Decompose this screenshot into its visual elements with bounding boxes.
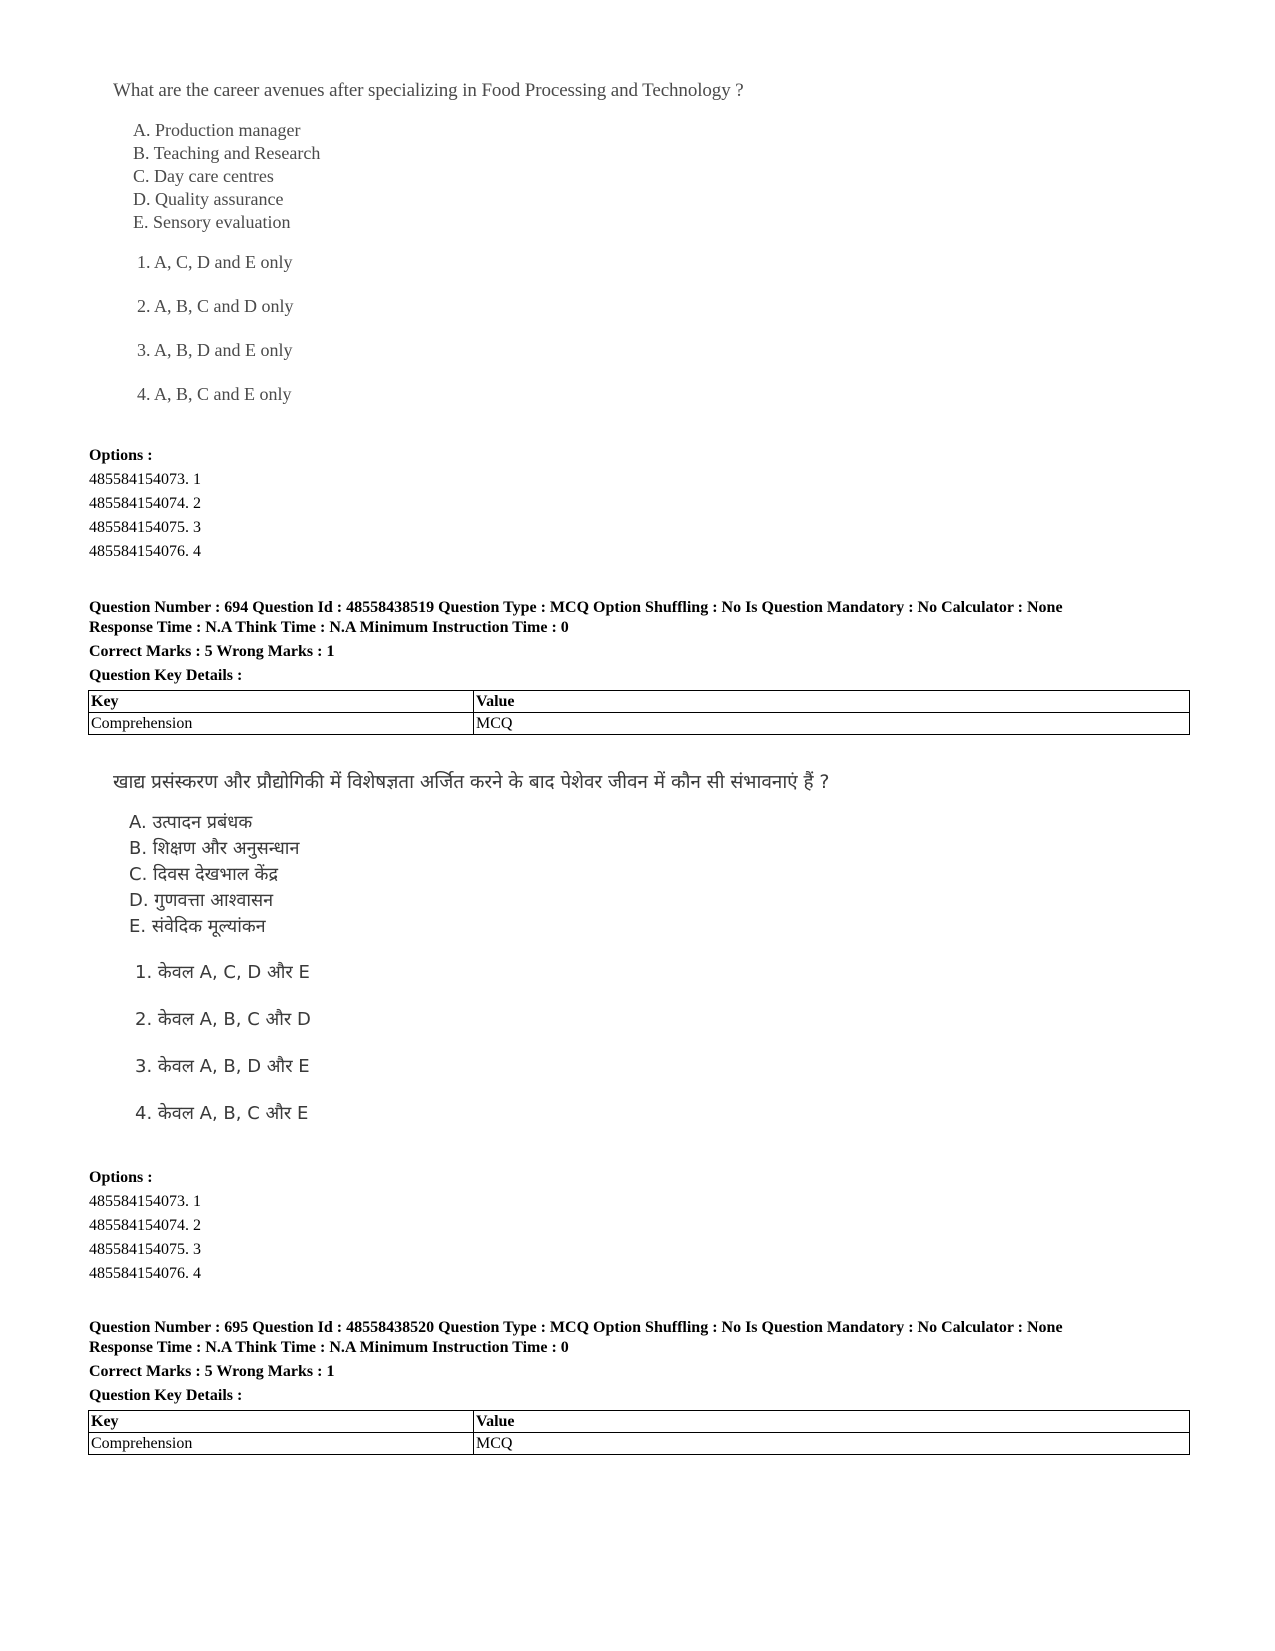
table-header-cell: Key bbox=[89, 691, 474, 713]
key-details-label: Question Key Details : bbox=[89, 667, 243, 684]
key-details-table bbox=[88, 690, 1190, 735]
question-meta bbox=[89, 1318, 1063, 1358]
table-header-cell: Key bbox=[89, 1411, 474, 1433]
choice-list bbox=[135, 960, 829, 1125]
option-line: 485584154073. 1 bbox=[89, 1193, 201, 1210]
option-line: 485584154074. 2 bbox=[89, 495, 201, 512]
statement-item: B. Teaching and Research bbox=[133, 143, 321, 163]
key-details-label: Question Key Details : bbox=[89, 1387, 243, 1404]
table-header-cell: Value bbox=[474, 1411, 1190, 1433]
option-line: 485584154074. 2 bbox=[89, 1217, 201, 1234]
table-cell: MCQ bbox=[474, 1433, 1190, 1455]
options-label: Options : bbox=[89, 447, 153, 464]
choice-item: 4. केवल A, B, C और E bbox=[135, 1103, 309, 1124]
choice-item: 1. केवल A, C, D और E bbox=[135, 962, 310, 983]
statement-item: A. उत्पादन प्रबंधक bbox=[129, 812, 253, 833]
choice-list bbox=[137, 252, 744, 405]
option-line: 485584154076. 4 bbox=[89, 543, 201, 560]
choice-item: 3. A, B, D and E only bbox=[137, 340, 293, 360]
statement-item: C. दिवस देखभाल केंद्र bbox=[129, 864, 279, 885]
meta-line: Response Time : N.A Think Time : N.A Minimum Instruction Time : 0 bbox=[89, 619, 569, 636]
table-cell: MCQ bbox=[474, 713, 1190, 735]
choice-item: 3. केवल A, B, D और E bbox=[135, 1056, 310, 1077]
table-header-row bbox=[89, 1411, 1190, 1433]
statement-item: D. Quality assurance bbox=[133, 189, 284, 209]
question-text: खाद्य प्रसंस्करण और प्रौद्योगिकी में विशेषज्ञता अर्जित करने के बाद पेशेवर जीवन में कौन सी संभावनाएं हैं ? bbox=[113, 771, 830, 793]
option-line: 485584154075. 3 bbox=[89, 1241, 201, 1258]
statement-item: E. संवेदिक मूल्यांकन bbox=[129, 916, 266, 937]
meta-line: Response Time : N.A Think Time : N.A Minimum Instruction Time : 0 bbox=[89, 1339, 569, 1356]
statement-list bbox=[133, 119, 744, 234]
option-line: 485584154073. 1 bbox=[89, 471, 201, 488]
meta-line: Question Number : 695 Question Id : 48558438520 Question Type : MCQ Option Shuffling : No Is Question Mandatory : No Calculator : None bbox=[89, 1319, 1063, 1336]
choice-item: 2. केवल A, B, C और D bbox=[135, 1009, 311, 1030]
option-line: 485584154076. 4 bbox=[89, 1265, 201, 1282]
statement-item: D. गुणवत्ता आश्वासन bbox=[129, 890, 274, 911]
marks-line: Correct Marks : 5 Wrong Marks : 1 bbox=[89, 1363, 335, 1380]
statement-item: E. Sensory evaluation bbox=[133, 212, 291, 232]
options-label: Options : bbox=[89, 1169, 153, 1186]
marks-line: Correct Marks : 5 Wrong Marks : 1 bbox=[89, 643, 335, 660]
option-line: 485584154075. 3 bbox=[89, 519, 201, 536]
table-row bbox=[89, 713, 1190, 735]
table-header-cell: Value bbox=[474, 691, 1190, 713]
table-header-row bbox=[89, 691, 1190, 713]
statement-item: C. Day care centres bbox=[133, 166, 274, 186]
key-details-table bbox=[88, 1410, 1190, 1455]
question-meta bbox=[89, 598, 1063, 638]
table-cell: Comprehension bbox=[89, 1433, 474, 1455]
choice-item: 4. A, B, C and E only bbox=[137, 384, 292, 404]
meta-line: Question Number : 694 Question Id : 48558438519 Question Type : MCQ Option Shuffling : No Is Question Mandatory : No Calculator : None bbox=[89, 599, 1063, 616]
question-image-hindi bbox=[113, 768, 829, 1125]
choice-item: 2. A, B, C and D only bbox=[137, 296, 294, 316]
question-image-english bbox=[113, 80, 744, 405]
table-cell: Comprehension bbox=[89, 713, 474, 735]
options-block bbox=[89, 1166, 201, 1286]
statement-list bbox=[129, 810, 829, 940]
statement-item: A. Production manager bbox=[133, 120, 301, 140]
options-block bbox=[89, 444, 201, 564]
table-row bbox=[89, 1433, 1190, 1455]
choice-item: 1. A, C, D and E only bbox=[137, 252, 293, 272]
question-text: What are the career avenues after specializing in Food Processing and Technology ? bbox=[113, 80, 744, 101]
statement-item: B. शिक्षण और अनुसन्धान bbox=[129, 838, 300, 859]
